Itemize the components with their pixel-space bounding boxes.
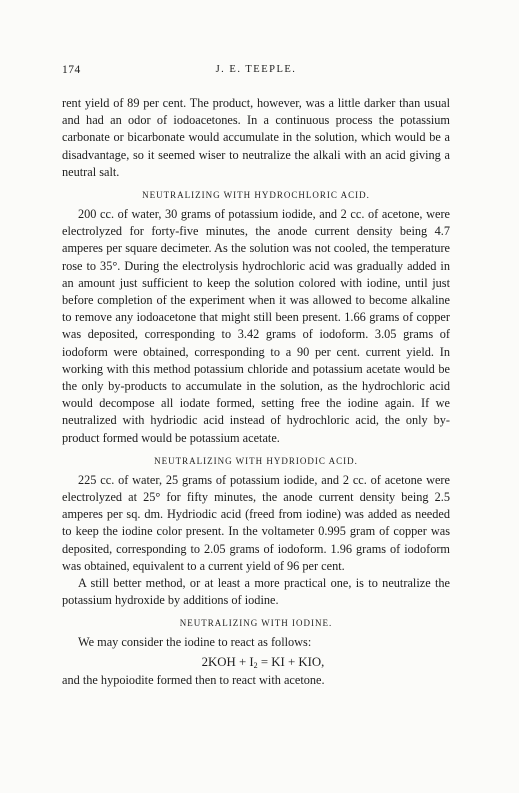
equation-subscript: 2 <box>253 660 258 670</box>
running-head <box>62 64 450 80</box>
section-heading-hydriodic: NEUTRALIZING WITH HYDRIODIC ACID. <box>154 455 358 466</box>
equation-lhs: 2KOH + I <box>201 654 254 669</box>
section-heading-iodine: NEUTRALIZING WITH IODINE. <box>179 618 333 629</box>
paragraph-hydrochloric-experiment: 200 cc. of water, 30 grams of potassium iodide, and 2 cc. of acetone, were electrolyzed for forty-five minutes, the anode current density being 4.7 amperes per square decimeter. As the solution was not cooled, the temperature rose to 35°. During the electrolysis hydrochloric acid was gradually added in an amount just sufficient to keep the solution colored with iodine, until just before completion of the experiment when it was allowed to become alkaline to remove any iodoacetone that might still been present. 1.66 grams of copper was deposited, corresponding to 3.42 grams of iodoform. 3.05 grams of iodoform were obtained, corresponding to a 90 per cent. current yield. In working with this method potassium chloride and potassium acetate would be the only by-products to accumulate in the solution, as the hydrochloric acid would decompose all iodate formed, setting free the iodine again. If we neutralized with hydriodic acid instead of hydrochloric acid, the only by-product formed would be potassium acetate. <box>62 207 450 445</box>
running-head-author: J. E. TEEPLE. <box>215 64 297 75</box>
paragraph-iodine-reaction-intro: We may consider the iodine to react as follows: <box>78 635 312 650</box>
paragraph-continued: rent yield of 89 per cent. The product, however, was a little darker than usual and had an odor of iodoacetones. In a continuous process the potassium carbonate or bicarbonate would accumulate in the solution, which would be a disadvantage, so it seemed wiser to neutralize the alkali with an acid giving a neutral salt. <box>62 96 450 179</box>
paragraph-hypoiodite: and the hypoiodite formed then to react with acetone. <box>62 672 325 687</box>
paragraph-hydriodic-experiment: 225 cc. of water, 25 grams of potassium iodide, and 2 cc. of acetone were electrolyzed at 25° for fifty minutes, the anode current density being 2.5 amperes per sq. dm. Hydriodic acid (freed from iodine) was added as needed to keep the iodine color present. In the voltameter 0.995 gram of copper was deposited, corresponding to 2.05 grams of iodoform. 1.96 grams of iodoform was obtained, equivalent to a current yield of 96 per cent. <box>62 472 450 573</box>
equation <box>76 653 450 671</box>
paragraph-better-method: A still better method, or at least a more practical one, is to neutralize the potassium hydroxide by additions of iodine. <box>62 576 450 608</box>
equation-rhs: = KI + KIO, <box>257 654 325 669</box>
page-number: 174 <box>62 64 81 76</box>
section-heading-hydrochloric: NEUTRALIZING WITH HYDROCHLORIC ACID. <box>142 190 370 201</box>
body-text <box>62 95 450 689</box>
page <box>62 64 450 689</box>
